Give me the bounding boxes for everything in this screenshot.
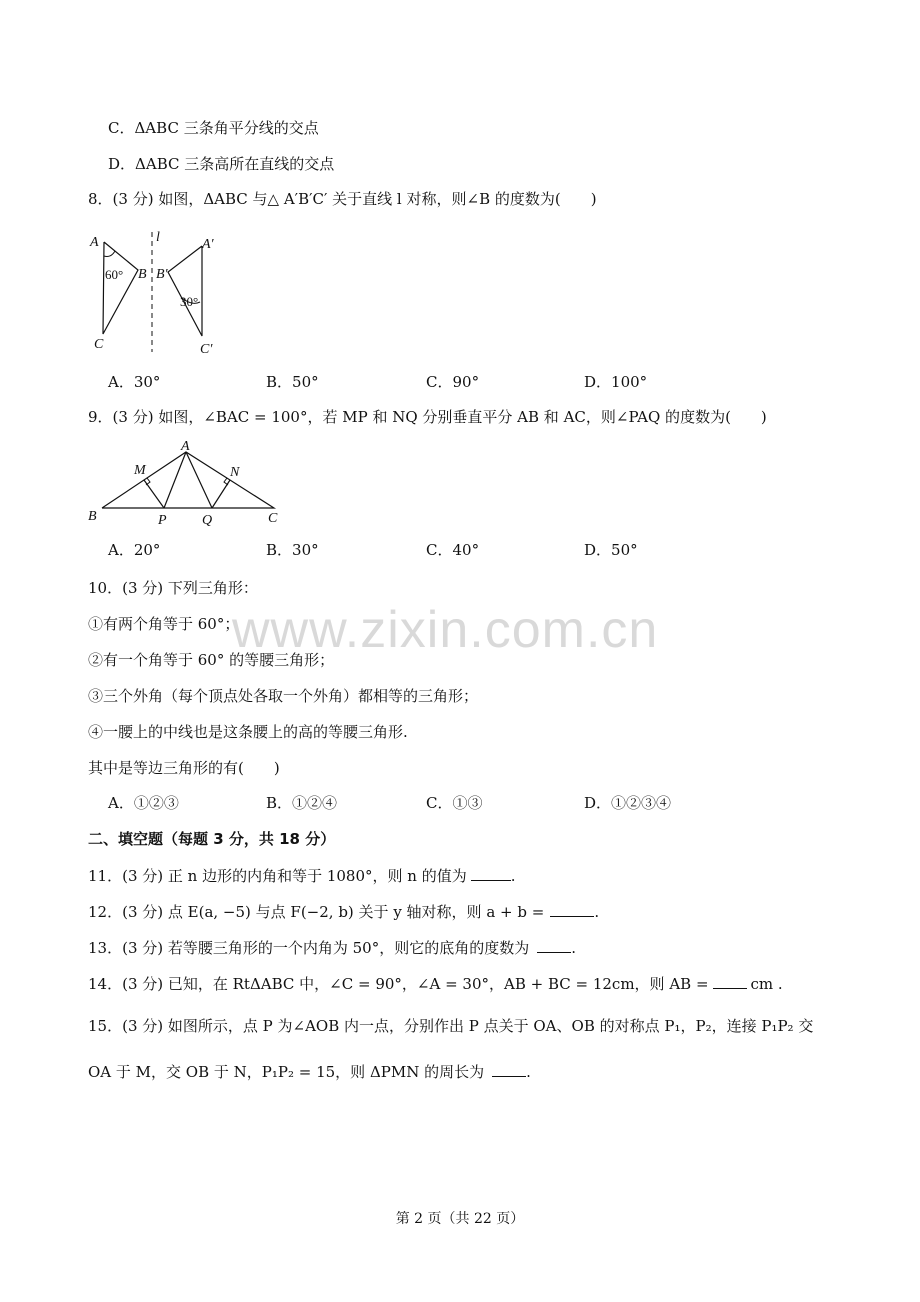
- triangle-a2b2c2: [168, 246, 202, 336]
- q15: [88, 1062, 531, 1082]
- q10-option-c: C．①③: [426, 794, 483, 812]
- watermark: www.zixin.com.cn: [232, 601, 659, 659]
- label-b: B: [88, 509, 97, 524]
- label-n: N: [230, 465, 240, 480]
- q10-option-b: B．①②④: [266, 794, 338, 812]
- q15-blank[interactable]: [492, 1062, 526, 1077]
- q8-option-d: D．100°: [584, 373, 648, 391]
- label-a: A: [90, 235, 99, 250]
- label-b-prime: B′: [156, 267, 168, 282]
- q13-blank[interactable]: [537, 938, 571, 953]
- q9-figure: [84, 440, 284, 530]
- q8-option-a: A．30°: [108, 373, 161, 391]
- q10-option-d: D．①②③④: [584, 794, 672, 812]
- q14-blank[interactable]: [713, 974, 747, 989]
- q11-end: .: [510, 867, 516, 885]
- q15-line-2: OA 于 M，交 OB 于 N，P₁P₂ = 15，则 ΔPMN 的周长为: [88, 1063, 485, 1081]
- q13-text: 13．(3 分) 若等腰三角形的一个内角为 50°，则它的底角的度数为: [88, 939, 530, 957]
- q14: [88, 974, 783, 994]
- q10-item-2: ②有一个角等于 60° 的等腰三角形；: [88, 651, 335, 669]
- q14-text: 14．(3 分) 已知，在 RtΔABC 中，∠C = 90°，∠A = 30°，AB + BC = 12cm，则 AB =: [88, 975, 709, 993]
- q10-stem: 10．(3 分) 下列三角形：: [88, 579, 258, 597]
- q9-option-a: A．20°: [108, 541, 161, 559]
- label-m: M: [134, 463, 146, 478]
- angle-60: 60°: [105, 267, 124, 282]
- q12-end: .: [594, 903, 600, 921]
- q8-option-b: B．50°: [266, 373, 319, 391]
- q10-option-a: A．①②③: [108, 794, 179, 812]
- q9-option-c: C．40°: [426, 541, 480, 559]
- label-c: C: [94, 337, 104, 352]
- q11: [88, 866, 516, 886]
- q8-option-c: C．90°: [426, 373, 480, 391]
- section-2-title: 二、填空题（每题 3 分，共 18 分）: [88, 830, 336, 848]
- q12-text: 12．(3 分) 点 E(a, −5) 与点 F(−2, b) 关于 y 轴对称，则 a + b =: [88, 903, 545, 921]
- q10-item-4: ④一腰上的中线也是这条腰上的高的等腰三角形.: [88, 723, 408, 741]
- label-a: A: [181, 440, 190, 454]
- prev-option-c: C．ΔABC 三条角平分线的交点: [108, 119, 319, 137]
- prev-option-d: D．ΔABC 三条高所在直线的交点: [108, 155, 335, 173]
- label-b: B: [138, 267, 147, 282]
- q11-blank[interactable]: [471, 866, 511, 881]
- page-footer: 第 2 页（共 22 页）: [395, 1211, 525, 1227]
- q10-item-3: ③三个外角（每个顶点处各取一个外角）都相等的三角形；: [88, 687, 479, 705]
- label-l: l: [156, 230, 160, 245]
- q15-end: .: [526, 1063, 531, 1081]
- q15-line-1: 15．(3 分) 如图所示，点 P 为∠AOB 内一点，分别作出 P 点关于 OA、OB 的对称点 P₁，P₂，连接 P₁P₂ 交: [88, 1017, 814, 1035]
- label-c: C: [268, 511, 278, 526]
- q8-figure: [86, 226, 226, 358]
- q9-option-b: B．30°: [266, 541, 319, 559]
- q14-end: cm .: [750, 975, 783, 993]
- q12-blank[interactable]: [550, 902, 594, 917]
- q9-stem: 9．(3 分) 如图，∠BAC = 100°，若 MP 和 NQ 分别垂直平分 AB 和 AC，则∠PAQ 的度数为( ): [88, 408, 767, 426]
- segment-ap: [164, 452, 186, 508]
- q11-text: 11．(3 分) 正 n 边形的内角和等于 1080°，则 n 的值为: [88, 867, 467, 885]
- q13-end: .: [571, 939, 577, 957]
- triangle-abc: [103, 242, 138, 334]
- q13: [88, 938, 576, 958]
- label-q: Q: [202, 513, 213, 528]
- label-c-prime: C′: [200, 342, 213, 357]
- triangle-abc: [102, 452, 274, 508]
- q12: [88, 902, 599, 922]
- q10-question: 其中是等边三角形的有( ): [88, 759, 280, 777]
- q8-stem: 8．(3 分) 如图，ΔABC 与△ A′B′C′ 关于直线 l 对称，则∠B 的度数为( ): [88, 190, 597, 208]
- q9-option-d: D．50°: [584, 541, 638, 559]
- label-a-prime: A′: [202, 237, 214, 252]
- angle-30: 30°: [180, 294, 199, 309]
- q10-item-1: ①有两个角等于 60°；: [88, 615, 240, 633]
- label-p: P: [158, 513, 167, 528]
